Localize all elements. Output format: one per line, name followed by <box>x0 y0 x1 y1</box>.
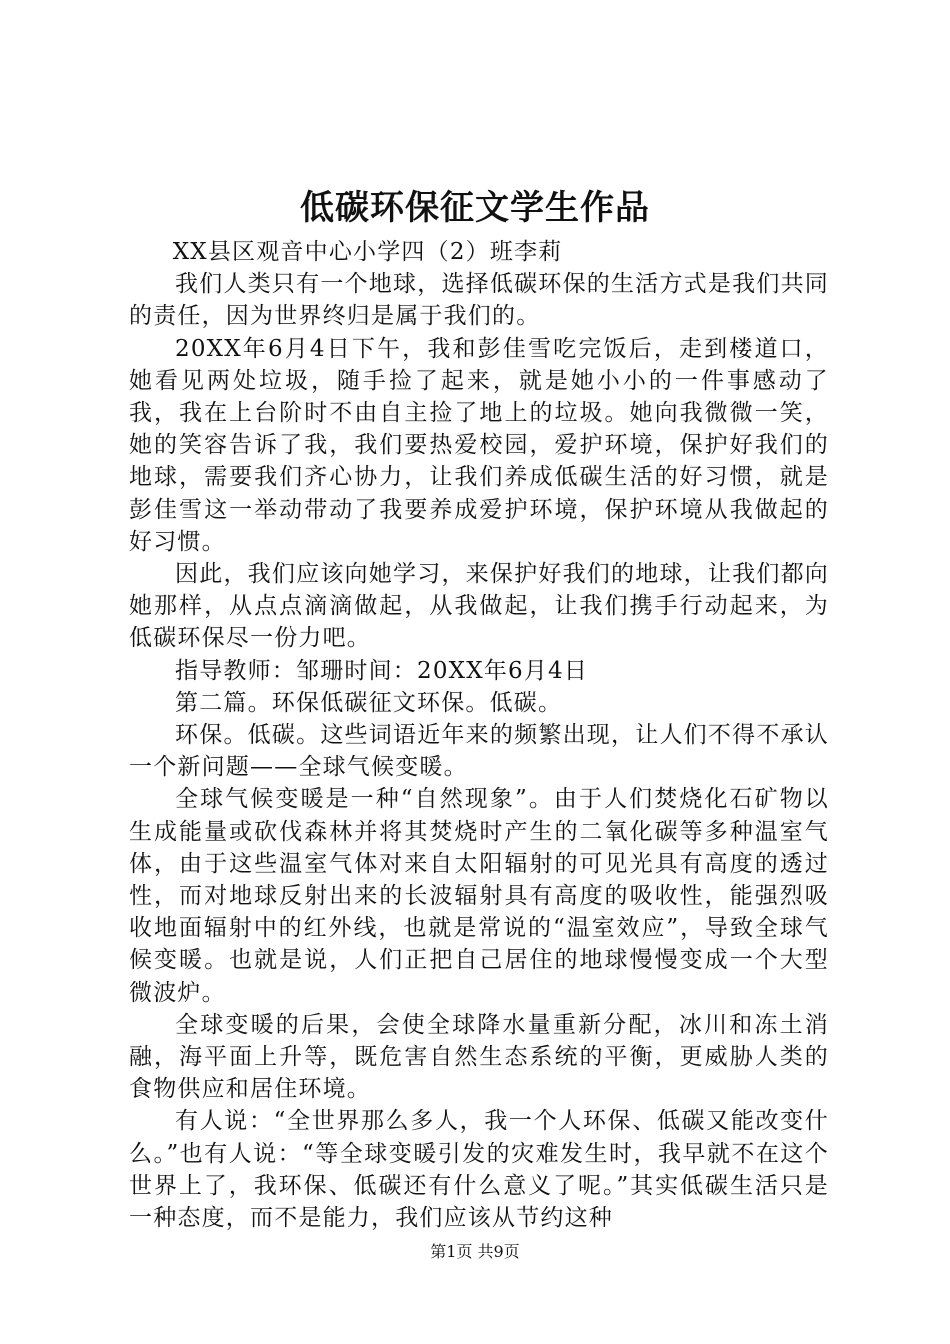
paragraph-3: 因此，我们应该向她学习，来保护好我们的地球，让我们都向她那样，从点点滴滴做起，从我做起，让我们携手行动起来，为低碳环保尽一份力吧。 <box>129 561 829 652</box>
instructor-line: 指导教师：邹珊时间：20XX年6月4日 <box>175 657 589 684</box>
document-title: 低碳环保征文学生作品 <box>300 188 650 228</box>
author-byline: XX县区观音中心小学四（2）班李莉 <box>172 239 563 265</box>
paragraph-7: 全球变暖的后果，会使全球降水量重新分配，冰川和冻土消融，海平面上升等，既危害自然生态系统的平衡，更威胁人类的食物供应和居住环境。 <box>129 1011 829 1103</box>
paragraph-5: 环保。低碳。这些词语近年来的频繁出现，让人们不得不承认一个新问题——全球气候变暖。 <box>129 722 829 781</box>
paragraph-2: 20XX年6月4日下午，我和彭佳雪吃完饭后，走到楼道口，她看见两处垃圾，随手捡了起来，就是她小小的一件事感动了我，我在上台阶时不由自主捡了地上的垃圾。她向我微微一笑，她的笑容告诉了我，我们要热爱校园，爱护环境，保护好我们的地球，需要我们齐心协力，让我们养成低碳生活的好习惯，就是彭佳雪这一举动带动了我要养成爱护环境，保护环境从我做起的好习惯。 <box>129 335 829 555</box>
paragraph-1: 我们人类只有一个地球，选择低碳环保的生活方式是我们共同的责任，因为世界终归是属于我们的。 <box>129 271 829 330</box>
page-footer: 第1页 共9页 <box>430 1242 520 1261</box>
section-heading-second: 第二篇。环保低碳征文环保。低碳。 <box>175 689 563 716</box>
paragraph-8: 有人说：“全世界那么多人，我一个人环保、低碳又能改变什么。”也有人说：“等全球变暖引发的灾难发生时，我早就不在这个世界上了，我环保、低碳还有什么意义了呢。”其实低碳生活只是一种态度，而不是能力，我们应该从节约这种 <box>129 1108 829 1232</box>
paragraph-6: 全球气候变暖是一种“自然现象”。由于人们焚烧化石矿物以生成能量或砍伐森林并将其焚烧时产生的二氧化碳等多种温室气体，由于这些温室气体对来自太阳辐射的可见光具有高度的透过性，而对地球反射出来的长波辐射具有高度的吸收性，能强烈吸收地面辐射中的红外线，也就是常说的“温室效应”，导致全球气候变暖。也就是说，人们正把自己居住的地球慢慢变成一个大型微波炉。 <box>129 786 829 1006</box>
document-body <box>129 236 829 1234</box>
